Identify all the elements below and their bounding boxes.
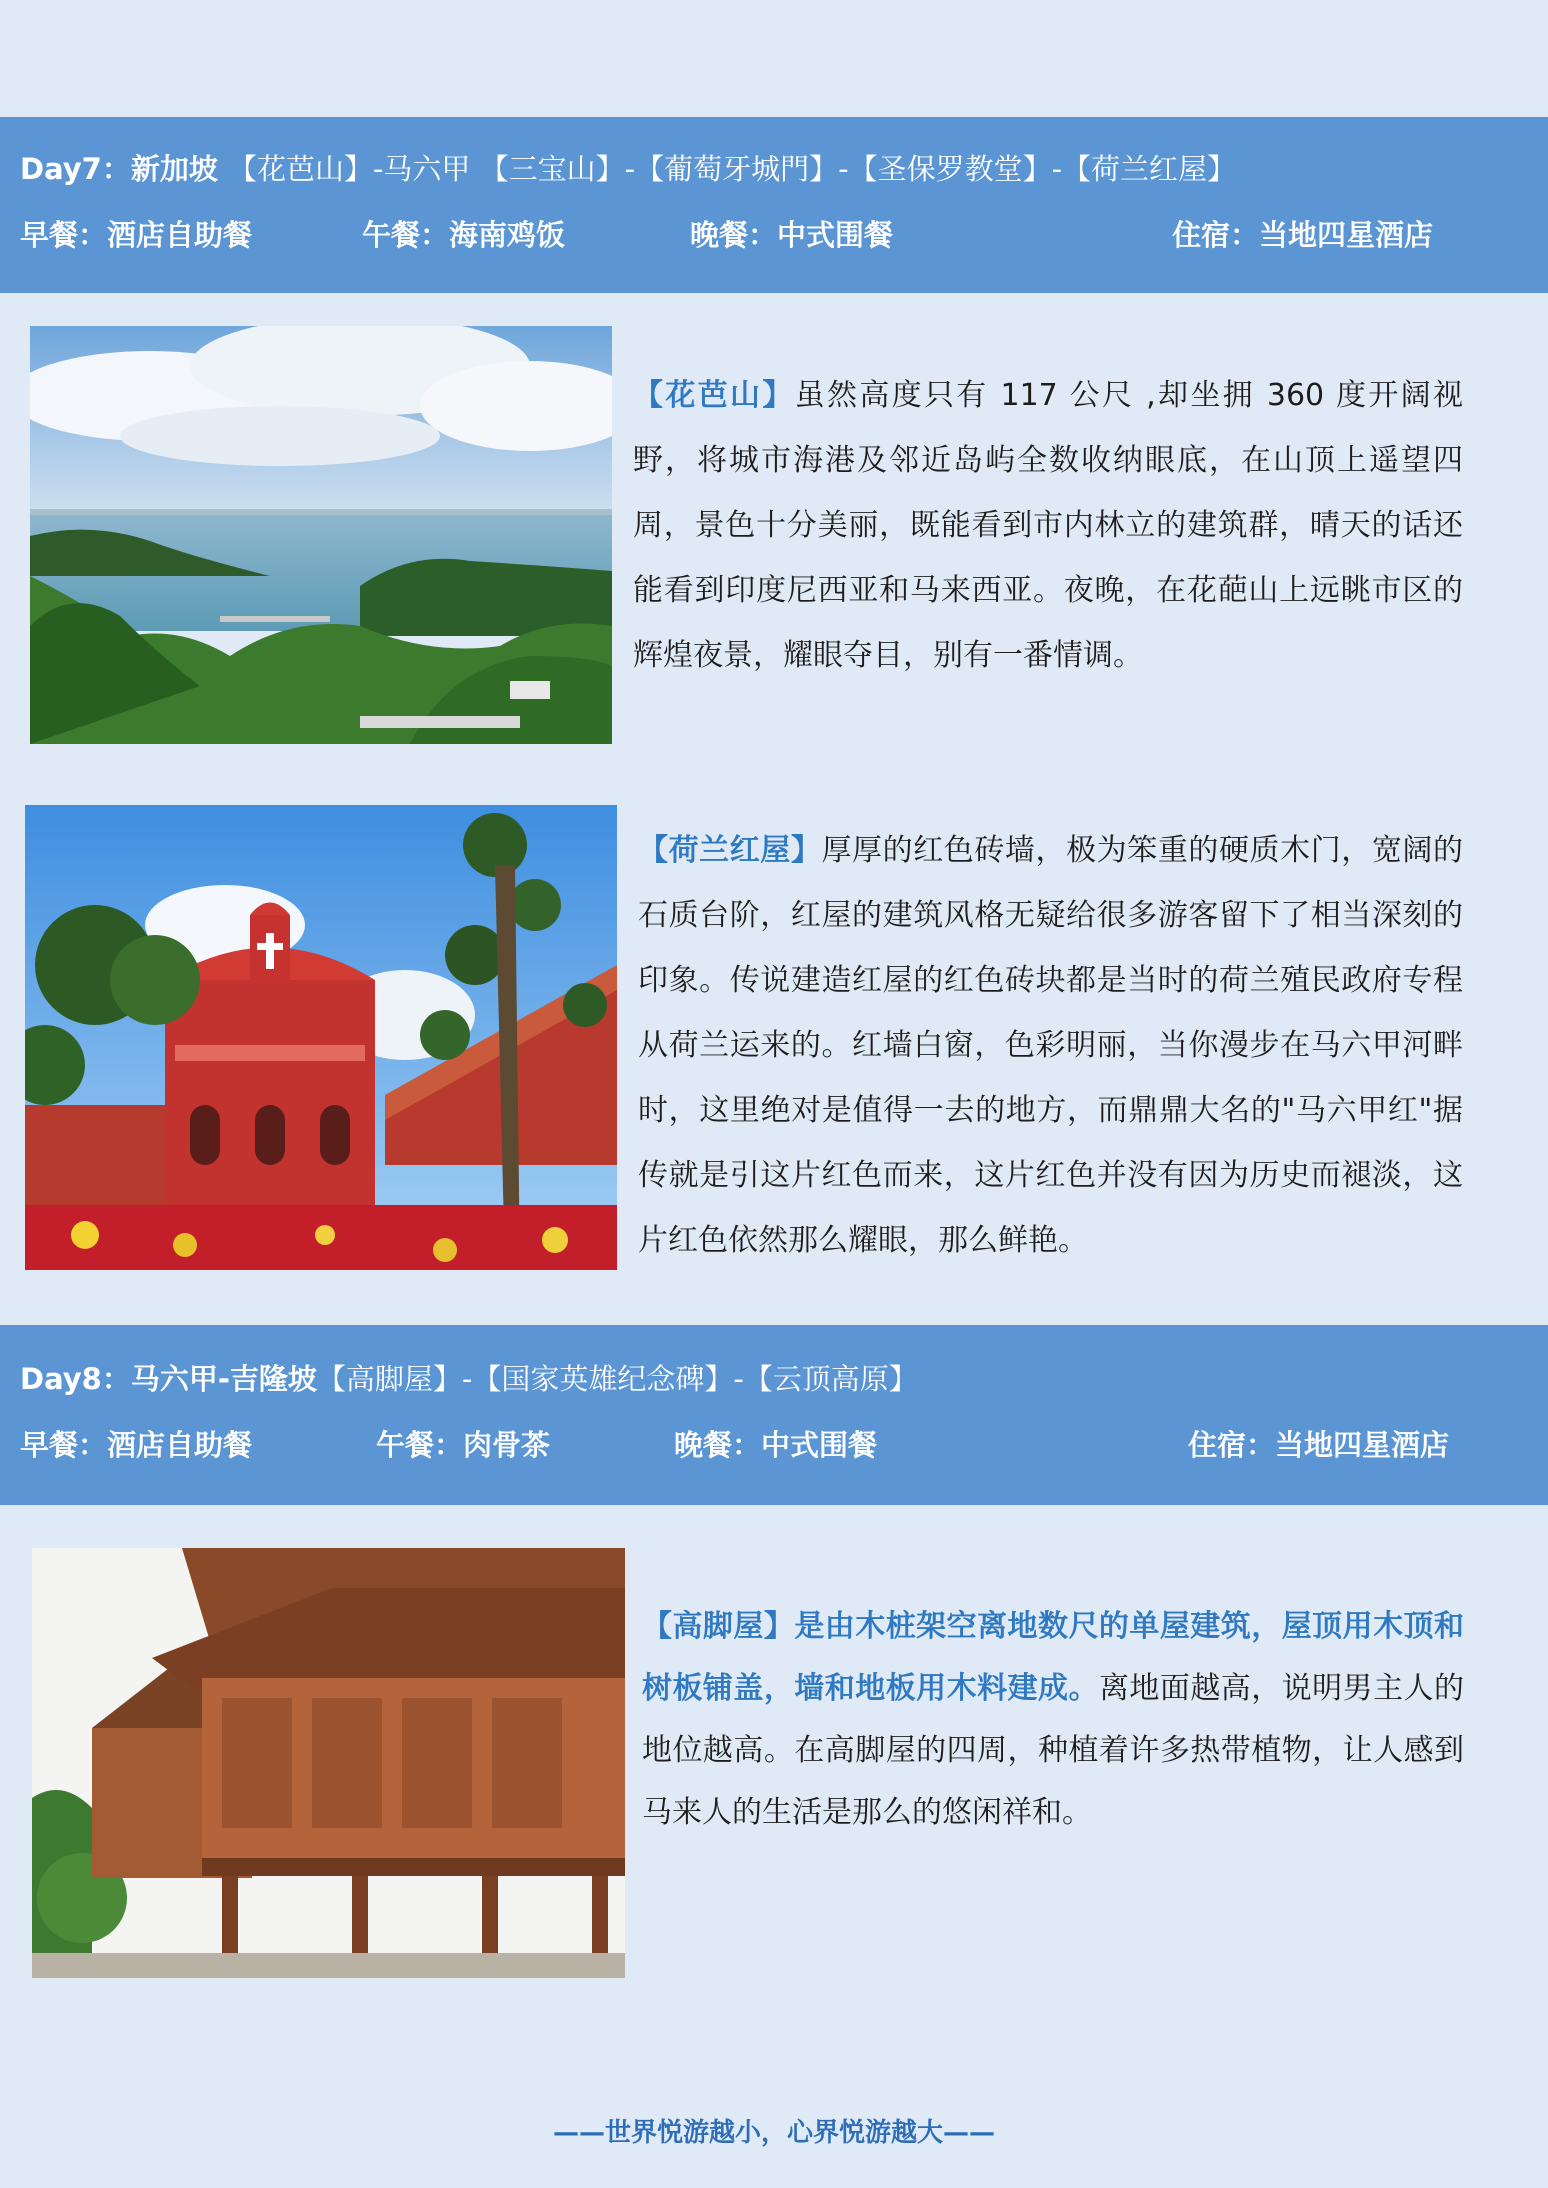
footer-slogan: ——世界悦游越小，心界悦游越大—— (552, 2118, 995, 2148)
stilt-house-photo (32, 1548, 625, 1978)
day7-dinner: 晚餐：中式围餐 (690, 218, 894, 252)
attraction1-description (633, 363, 1463, 688)
day8-hotel: 住宿：当地四星酒店 (1188, 1428, 1450, 1462)
day7-title-line (20, 147, 1236, 188)
attraction2-text: 厚厚的红色砖墙，极为笨重的硬质木门，宽阔的石质台阶，红屋的建筑风格无疑给很多游客留下了相当深刻的印象。传说建造红屋的红色砖块都是当时的荷兰殖民政府专程从荷兰运来的。红墙白窗，色彩明丽，当你漫步在马六甲河畔时，这里绝对是值得一去的地方，而鼎鼎大名的"马六甲红"据传就是引这片红色而来，这片红色并没有因为历史而褪淡，这片红色依然那么耀眼，那么鲜艳。 (638, 833, 1464, 1258)
day8-breakfast: 早餐：酒店自助餐 (20, 1428, 253, 1462)
faber-hill-photo (30, 326, 612, 744)
day8-dinner: 晚餐：中式围餐 (674, 1428, 878, 1462)
attraction2-title: 【荷兰红屋】 (638, 833, 822, 868)
day7-label: Day7：新加坡 (20, 152, 218, 186)
attraction1-text: 虽然高度只有 117 公尺 ,却坐拥 360 度开阔视野，将城市海港及邻近岛屿全数收纳眼底，在山顶上遥望四周，景色十分美丽，既能看到市内林立的建筑群，晴天的话还能看到印度尼西亚和马来西亚。夜晚，在花葩山上远眺市区的辉煌夜景，耀眼夺目，别有一番情调。 (633, 378, 1463, 673)
attraction3-text: 离地面越高，说明男主人的地位越高。在高脚屋的四周，种植着许多热带植物，让人感到马来人的生活是那么的悠闲祥和。 (642, 1671, 1465, 1830)
day8-route: 【高脚屋】-【国家英雄纪念碑】-【云顶高原】 (316, 1362, 918, 1396)
attraction3-description (642, 1596, 1464, 1844)
day8-lunch: 午餐：肉骨茶 (376, 1428, 551, 1462)
day7-hotel: 住宿：当地四星酒店 (1172, 218, 1434, 252)
day7-lunch: 午餐：海南鸡饭 (362, 218, 566, 252)
attraction3-bold-text: 是由木桩架空离地数尺的单屋建筑，屋顶用木顶和树板铺盖，墙和地板用木料建成。 (642, 1609, 1465, 1706)
day7-breakfast: 早餐：酒店自助餐 (20, 218, 253, 252)
red-house-photo (25, 805, 617, 1270)
attraction2-description (638, 818, 1463, 1273)
day8-label: Day8：马六甲-吉隆坡 (20, 1362, 317, 1396)
day7-header (0, 117, 1548, 293)
day7-route: 【花芭山】-马六甲 【三宝山】-【葡萄牙城門】-【圣保罗教堂】-【荷兰红屋】 (227, 152, 1237, 186)
day8-header (0, 1325, 1548, 1505)
day8-title-line (20, 1357, 918, 1398)
attraction3-title: 【高脚屋】 (642, 1609, 795, 1644)
attraction1-title: 【花芭山】 (633, 378, 795, 413)
